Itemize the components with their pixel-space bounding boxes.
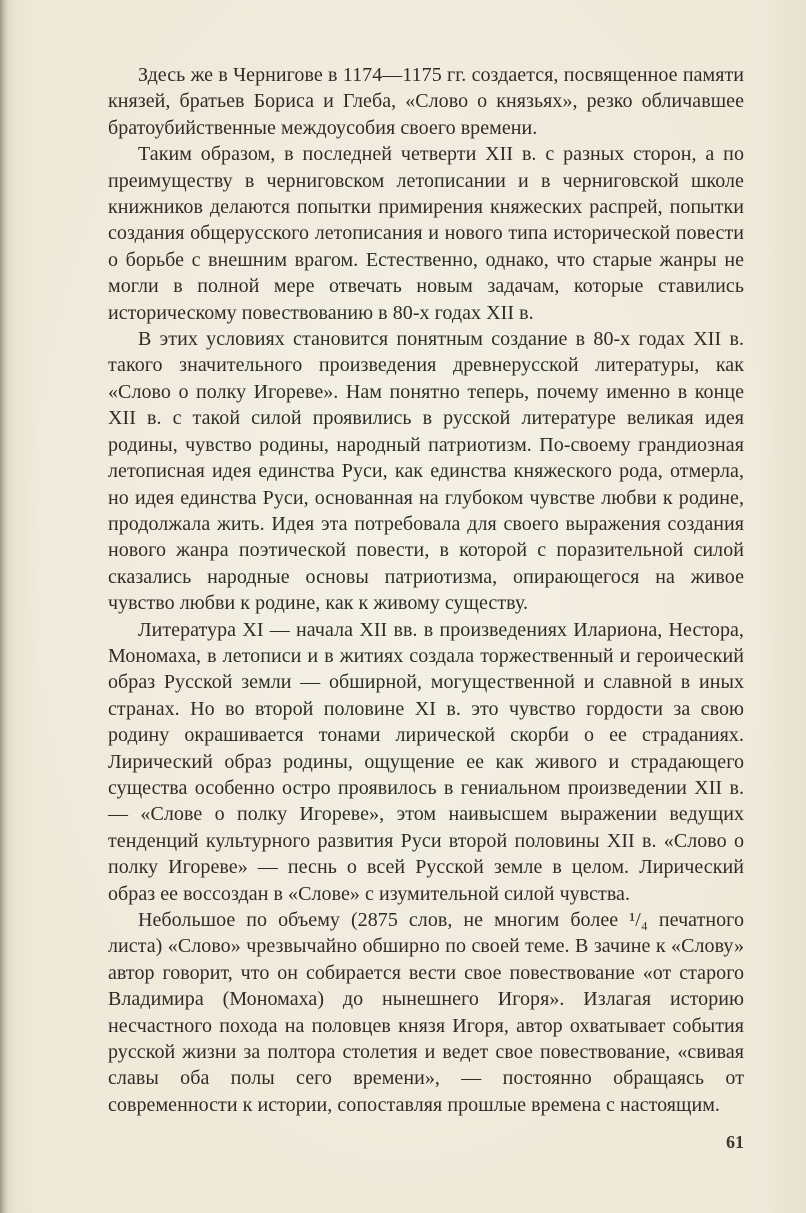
- paragraph-5: Небольшое по объему (2875 слов, не многим более ¹/₄ печатного листа) «Слово» чрезвычайно обширно по своей теме. В зачине к «Слову» автор говорит, что он собирается вести свое повествование «от старого Владимира (Мономаха) до нынешнего Игоря». Излагая историю несчастного похода на половцев князя Игоря, автор охватывает события русской жизни за полтора столетия и ведет свое повествование, «свивая славы оба полы сего времени», — постоянно обращаясь от современности к истории, сопоставляя прошлые времена с настоящим.: [108, 909, 744, 1116]
- paragraph-3: В этих условиях становится понятным создание в 80-х годах XII в. такого значительного произведения древнерусской литературы, как «Слово о полку Игореве». Нам понятно теперь, почему именно в конце XII в. с такой силой проявились в русской литературе великая идея родины, чувство родины, народный патриотизм. По-своему грандиозная летописная идея единства Руси, как единства княжеского рода, отмерла, но идея единства Руси, основанная на глубоком чувстве любви к родине, продолжала жить. Идея эта потребовала для своего выражения создания нового жанра поэтической повести, в которой с поразительной силой сказались народные основы патриотизма, опирающегося на живое чувство любви к родине, как к живому существу.: [108, 328, 744, 615]
- paragraph-1: Здесь же в Чернигове в 1174—1175 гг. создается, посвященное памяти князей, братьев Бориса и Глеба, «Слово о князьях», резко обличавшее братоубийственные междоусобия своего времени.: [108, 64, 744, 139]
- paragraph-2: Таким образом, в последней четверти XII в. с разных сторон, а по преимуществу в черниговском летописании и в черниговской школе книжников делаются попытки примирения княжеских распрей, попытки создания общерусского летописания и нового типа исторической повести о борьбе с внешним врагом. Естественно, однако, что старые жанры не могли в полной мере отвечать новым задачам, которые ставились историческому повествованию в 80-х годах XII в.: [108, 143, 744, 324]
- paragraph-4: Литература XI — начала XII вв. в произведениях Илариона, Нестора, Мономаха, в летописи и в житиях создала торжественный и героический образ Русской земли — обширной, могущественной и славной в иных странах. Но во второй половине XI в. это чувство гордости за свою родину окрашивается тонами лирической скорби о ее страданиях. Лирический образ родины, ощущение ее как живого и страдающего существа особенно остро проявилось в гениальном произведении XII в. — «Слове о полку Игореве», этом наивысшем выражении ведущих тенденций культурного развития Руси второй половины XII в. «Слово о полку Игореве» — песнь о всей Русской земле в целом. Лирический образ ее воссоздан в «Слове» с изумительной силой чувства.: [108, 618, 744, 905]
- body-text: [108, 62, 744, 1118]
- page-number: 61: [726, 1132, 744, 1152]
- page-binding-edge: [0, 0, 8, 1213]
